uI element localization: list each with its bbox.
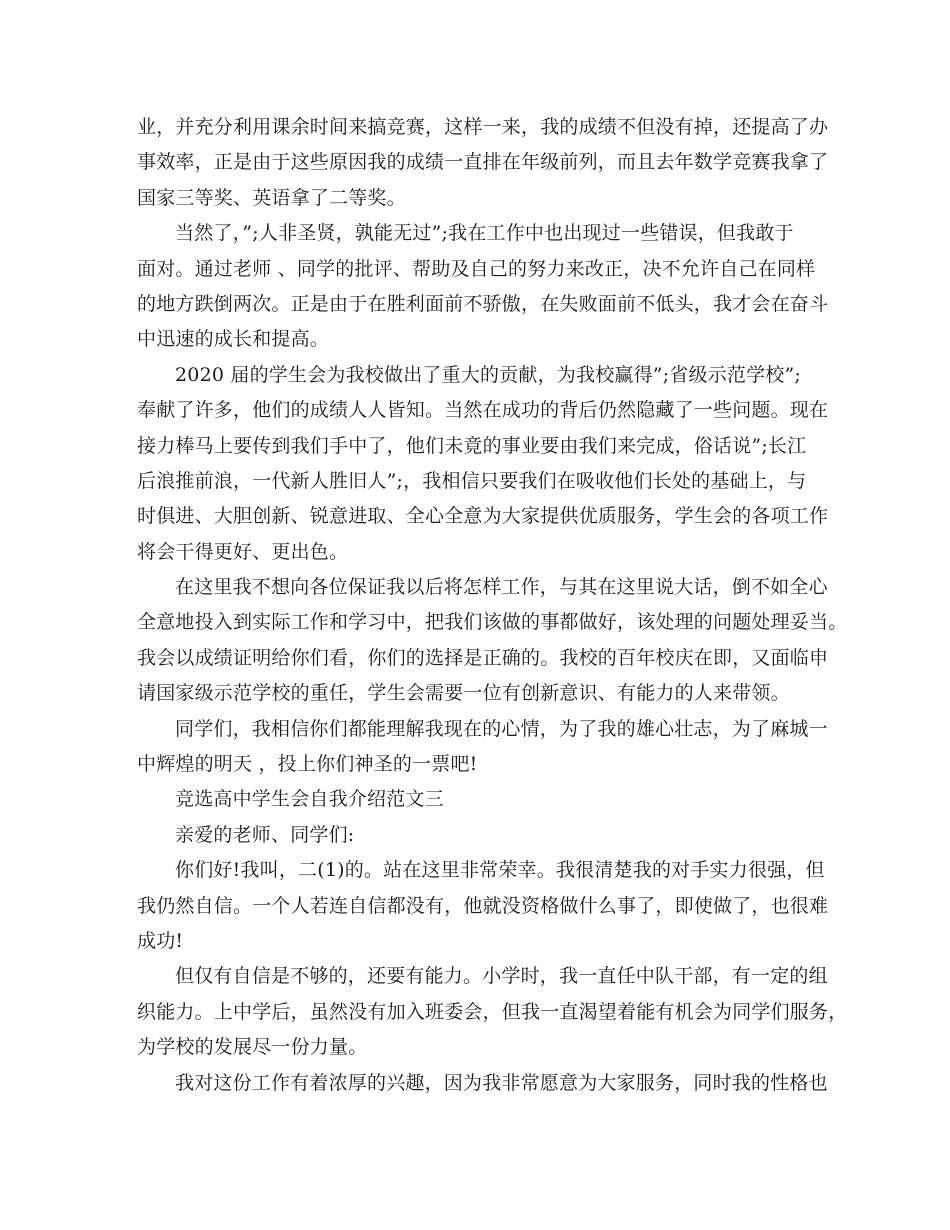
- text-line: 我会以成绩证明给你们看，你们的选择是正确的。我校的百年校庆在即，又面临申: [137, 646, 829, 669]
- text-line: 同学们，我相信你们都能理解我现在的心情，为了我的雄心壮志，为了麻城一: [175, 717, 828, 740]
- text-line: 亲爱的老师、同学们:: [175, 823, 355, 846]
- text-line: 面对。通过老师 、同学的批评、帮助及自己的努力来改正，决不允许自己在同样: [137, 257, 816, 280]
- text-line: 但仅有自信是不够的，还要有能力。小学时，我一直任中队干部，有一定的组: [175, 965, 828, 988]
- text-line: 2020 届的学生会为我校做出了重大的贡献，为我校赢得”;省级示范学校”;: [175, 363, 802, 386]
- document-body: [137, 110, 848, 1101]
- text-line: 我仍然自信。一个人若连自信都没有，他就没资格做什么事了，即使做了，也很难: [137, 894, 829, 917]
- text-line: 后浪推前浪，一代新人胜旧人”;，我相信只要我们在吸收他们长处的基础上，与: [137, 469, 807, 492]
- text-line: 中辉煌的明天 ，投上你们神圣的一票吧!: [137, 753, 478, 776]
- text-line: 国家三等奖、英语拿了二等奖。: [137, 186, 406, 209]
- text-line: 在这里我不想向各位保证我以后将怎样工作，与其在这里说大话，倒不如全心: [175, 576, 828, 599]
- text-line: 为学校的发展尽一份力量。: [137, 1036, 368, 1059]
- text-line: 中迅速的成长和提高。: [137, 328, 330, 351]
- text-line: 时俱进、大胆创新、锐意进取、全心全意为大家提供优质服务，学生会的各项工作: [137, 505, 829, 528]
- text-line: 你们好!我叫，二(1)的。站在这里非常荣幸。我很清楚我的对手实力很强，但: [175, 859, 825, 882]
- text-line: 织能力。上中学后，虽然没有加入班委会，但我一直渴望着能有机会为同学们服务，: [137, 1000, 848, 1023]
- text-line: 竞选高中学生会自我介绍范文三: [175, 788, 444, 811]
- text-line: 业，并充分利用课余时间来搞竞赛，这样一来，我的成绩不但没有掉，还提高了办: [137, 116, 829, 138]
- text-line: 我对这份工作有着浓厚的兴趣，因为我非常愿意为大家服务，同时我的性格也: [175, 1071, 828, 1094]
- text-line: 奉献了许多，他们的成绩人人皆知。当然在成功的背后仍然隐藏了一些问题。现在: [137, 399, 829, 422]
- text-line: 成功!: [137, 929, 184, 952]
- text-line: 的地方跌倒两次。正是由于在胜利面前不骄傲，在失败面前不低头，我才会在奋斗: [137, 292, 829, 315]
- text-line: 接力棒马上要传到我们手中了，他们未竟的事业要由我们来完成，俗话说”;长江: [137, 434, 807, 457]
- text-line: 事效率，正是由于这些原因我的成绩一直排在年级前列，而且去年数学竞赛我拿了: [137, 151, 829, 174]
- text-line: 请国家级示范学校的重任，学生会需要一位有创新意识、有能力的人来带领。: [137, 682, 790, 705]
- text-line: 全意地投入到实际工作和学习中，把我们该做的事都做好，该处理的问题处理妥当。: [137, 611, 848, 634]
- text-line: 当然了，”;人非圣贤，孰能无过”;我在工作中也出现过一些错误，但我敢于: [175, 222, 794, 245]
- text-line: 将会干得更好、更出色。: [137, 540, 349, 563]
